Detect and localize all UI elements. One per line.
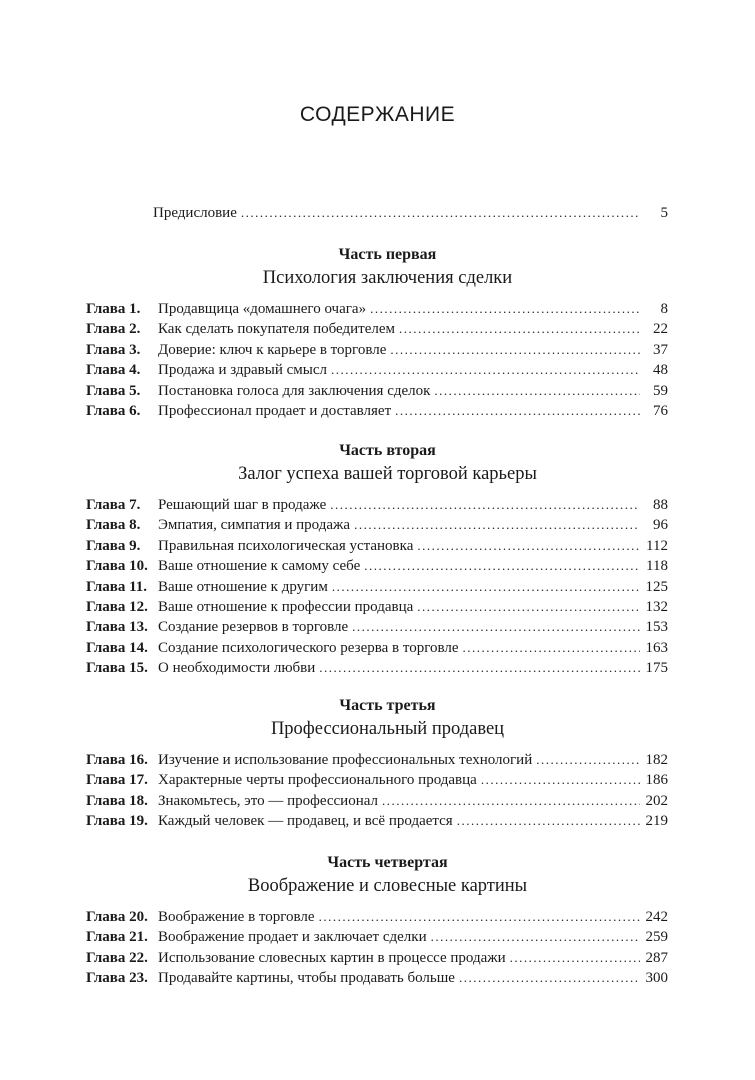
chapter-entry[interactable] <box>86 638 668 658</box>
chapter-entry[interactable] <box>86 791 668 811</box>
chapter-title: Ваше отношение к другим <box>158 578 328 595</box>
chapter-label: Глава 17. <box>86 772 148 789</box>
chapter-label: Глава 8. <box>86 517 141 534</box>
chapter-list <box>0 495 755 679</box>
chapter-entry[interactable] <box>86 381 668 401</box>
chapter-label: Глава 21. <box>86 929 148 946</box>
chapter-entry[interactable] <box>86 770 668 790</box>
part-1-section <box>0 244 755 421</box>
chapter-label: Глава 3. <box>86 341 141 358</box>
part-title: Залог успеха вашей торговой карьеры <box>238 464 537 484</box>
dot-leader <box>536 750 640 770</box>
dot-leader <box>331 360 640 380</box>
dot-leader <box>354 515 640 535</box>
part-3-section <box>0 695 755 832</box>
part-label: Часть четвертая <box>327 854 448 871</box>
chapter-title: Как сделать покупателя победителем <box>158 321 396 338</box>
chapter-page-number: 182 <box>645 752 668 768</box>
chapter-label: Глава 12. <box>86 598 148 615</box>
chapter-page-number: 96 <box>653 517 668 534</box>
chapter-entry[interactable] <box>86 968 668 988</box>
chapter-label: Глава 23. <box>86 970 148 987</box>
dot-leader <box>319 658 640 678</box>
dot-leader <box>459 968 640 988</box>
chapter-entry[interactable] <box>86 577 668 597</box>
chapter-label: Глава 1. <box>86 301 141 317</box>
dot-leader <box>434 381 640 401</box>
chapter-title: Характерные черты профессионального продавца <box>158 772 477 789</box>
chapter-title: Ваше отношение к самому себе <box>158 558 361 575</box>
dot-leader <box>431 927 640 947</box>
chapter-title: Использование словесных картин в процессе продажи <box>158 949 506 966</box>
chapter-entry[interactable] <box>86 811 668 831</box>
chapter-title: Эмпатия, симпатия и продажа <box>158 517 351 534</box>
chapter-entry[interactable] <box>86 360 668 380</box>
chapter-page-number: 37 <box>653 341 668 358</box>
chapter-label: Глава 19. <box>86 813 148 830</box>
dot-leader <box>390 340 640 360</box>
chapter-page-number: 202 <box>645 792 668 809</box>
chapter-page-number: 242 <box>645 909 668 925</box>
dot-leader <box>463 638 640 658</box>
chapter-label: Глава 2. <box>86 321 141 338</box>
chapter-entry[interactable] <box>86 319 668 339</box>
chapter-title: Продавайте картины, чтобы продавать больше <box>158 970 455 987</box>
chapter-title: Ваше отношение к профессии продавца <box>158 598 414 615</box>
chapter-title: Профессионал продает и доставляет <box>158 402 392 419</box>
dot-leader <box>370 299 640 319</box>
chapter-label: Глава 18. <box>86 792 148 809</box>
chapter-label: Глава 9. <box>86 537 141 554</box>
part-title: Психология заключения сделки <box>262 268 513 288</box>
chapter-title: Воображение в торговле <box>158 909 315 925</box>
dot-leader <box>395 401 640 421</box>
chapter-label: Глава 22. <box>86 949 148 966</box>
chapter-label: Глава 16. <box>86 752 148 768</box>
dot-leader <box>330 495 640 515</box>
chapter-title: Продавщица «домашнего очага» <box>158 301 367 317</box>
chapter-entry[interactable] <box>86 299 668 319</box>
chapter-page-number: 8 <box>660 301 668 317</box>
chapter-label: Глава 13. <box>86 619 148 636</box>
chapter-page-number: 48 <box>653 362 668 379</box>
chapter-page-number: 153 <box>645 619 668 636</box>
chapter-entry[interactable] <box>86 907 668 927</box>
dot-leader <box>382 791 640 811</box>
dot-leader <box>510 948 640 968</box>
chapter-label: Глава 15. <box>86 660 148 677</box>
chapter-page-number: 88 <box>653 497 668 513</box>
chapter-title: Правильная психологическая установка <box>158 537 414 554</box>
chapter-list <box>0 299 755 421</box>
chapter-title: Воображение продает и заключает сделки <box>158 929 427 946</box>
chapter-label: Глава 11. <box>86 578 148 595</box>
chapter-page-number: 259 <box>645 929 668 946</box>
dot-leader <box>364 556 640 576</box>
chapter-entry[interactable] <box>86 536 668 556</box>
chapter-title: Создание резервов в торговле <box>158 619 349 636</box>
chapter-page-number: 300 <box>645 970 668 987</box>
dot-leader <box>481 770 640 790</box>
chapter-page-number: 186 <box>645 772 668 789</box>
chapter-page-number: 118 <box>646 558 668 575</box>
chapter-title: Знакомьтесь, это — профессионал <box>158 792 379 809</box>
chapter-entry[interactable] <box>86 556 668 576</box>
chapter-label: Глава 4. <box>86 362 141 379</box>
chapter-title: Решающий шаг в продаже <box>158 497 327 513</box>
part-title: Профессиональный продавец <box>270 719 505 739</box>
chapter-page-number: 132 <box>645 598 668 615</box>
dot-leader <box>352 617 640 637</box>
chapter-label: Глава 10. <box>86 558 148 575</box>
dot-leader <box>457 811 640 831</box>
chapter-page-number: 175 <box>645 660 668 677</box>
chapter-page-number: 219 <box>645 813 668 830</box>
chapter-list <box>0 907 755 989</box>
chapter-title: Создание психологического резерва в торговле <box>158 639 459 656</box>
chapter-entry[interactable] <box>86 515 668 535</box>
chapter-entry[interactable] <box>86 948 668 968</box>
chapter-entry[interactable] <box>86 927 668 947</box>
part-label: Часть третья <box>339 697 436 714</box>
dot-leader <box>332 577 640 597</box>
dot-leader <box>417 597 640 617</box>
chapter-title: Доверие: ключ к карьере в торговле <box>158 341 387 358</box>
chapter-label: Глава 14. <box>86 639 148 656</box>
chapter-label: Глава 7. <box>86 497 141 513</box>
part-2-section <box>0 440 755 679</box>
chapter-title: Изучение и использование профессиональных технологий <box>158 752 533 768</box>
chapter-page-number: 163 <box>645 639 668 656</box>
preface-title: Предисловие <box>153 205 237 221</box>
chapter-entry[interactable] <box>86 401 668 421</box>
dot-leader <box>417 536 640 556</box>
chapter-page-number: 287 <box>645 949 668 966</box>
chapter-label: Глава 5. <box>86 382 141 399</box>
chapter-page-number: 76 <box>653 402 668 419</box>
part-4-section <box>0 852 755 989</box>
chapter-entry[interactable] <box>86 340 668 360</box>
preface-page-number: 5 <box>660 205 668 221</box>
part-title: Воображение и словесные картины <box>247 876 528 896</box>
dot-leader <box>319 907 640 927</box>
chapter-entry[interactable] <box>86 495 668 515</box>
chapter-page-number: 22 <box>653 321 668 338</box>
chapter-list <box>0 750 755 832</box>
chapter-title: Продажа и здравый смысл <box>158 362 327 379</box>
chapter-entry[interactable] <box>86 750 668 770</box>
chapter-title: Постановка голоса для заключения сделок <box>158 382 431 399</box>
dot-leader <box>241 203 640 223</box>
chapter-title: Каждый человек — продавец, и всё продается <box>158 813 453 830</box>
part-label: Часть вторая <box>339 442 436 459</box>
chapter-page-number: 59 <box>653 382 668 399</box>
chapter-page-number: 112 <box>646 537 668 554</box>
dot-leader <box>399 319 640 339</box>
chapter-page-number: 125 <box>645 578 668 595</box>
chapter-label: Глава 6. <box>86 402 141 419</box>
chapter-entry[interactable] <box>86 597 668 617</box>
page-title: СОДЕРЖАНИЕ <box>299 103 456 126</box>
chapter-entry[interactable] <box>86 617 668 637</box>
chapter-title: О необходимости любви <box>158 660 316 677</box>
part-label: Часть первая <box>338 246 437 263</box>
chapter-label: Глава 20. <box>86 909 148 925</box>
chapter-entry[interactable] <box>86 658 668 678</box>
preface-entry[interactable] <box>153 203 668 223</box>
